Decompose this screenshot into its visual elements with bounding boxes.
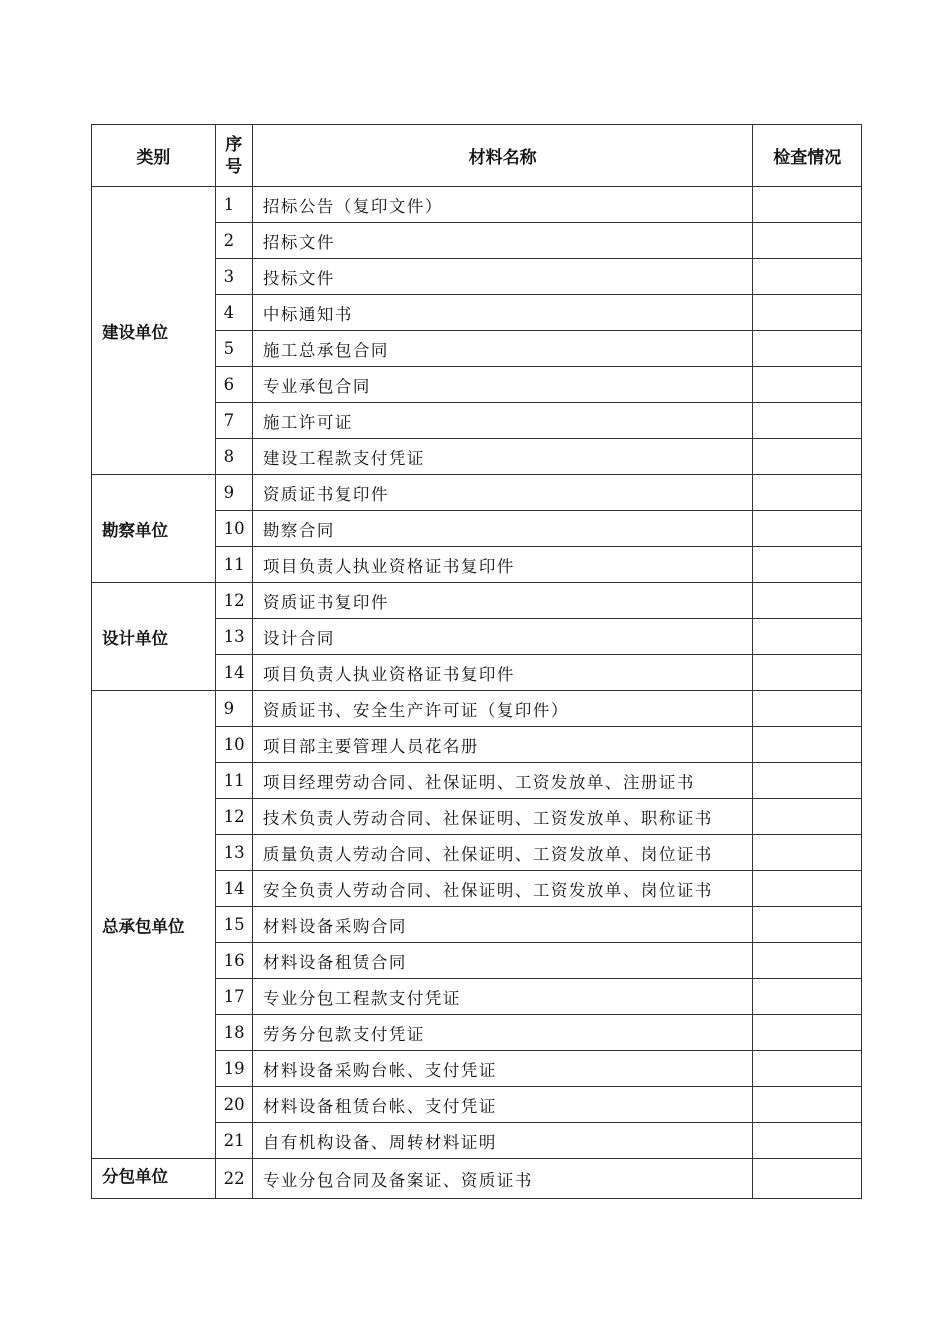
seq-number-cell: 9: [215, 691, 252, 727]
material-name-cell: 质量负责人劳动合同、社保证明、工资发放单、岗位证书: [252, 835, 753, 871]
check-status-cell[interactable]: [753, 907, 862, 943]
material-name-cell: 施工总承包合同: [252, 331, 753, 367]
table-body: [92, 187, 862, 1199]
material-name-cell: 项目经理劳动合同、社保证明、工资发放单、注册证书: [252, 763, 753, 799]
check-status-cell[interactable]: [753, 763, 862, 799]
seq-number-cell: 6: [215, 367, 252, 403]
check-status-cell[interactable]: [753, 799, 862, 835]
material-name-cell: 专业分包合同及备案证、资质证书: [252, 1159, 753, 1199]
material-name-cell: 材料设备租赁台帐、支付凭证: [252, 1087, 753, 1123]
material-name-cell: 材料设备采购台帐、支付凭证: [252, 1051, 753, 1087]
seq-number-cell: 4: [215, 295, 252, 331]
check-status-cell[interactable]: [753, 835, 862, 871]
category-cell: 分包单位: [92, 1159, 216, 1199]
seq-number-cell: 11: [215, 547, 252, 583]
material-name-cell: 安全负责人劳动合同、社保证明、工资发放单、岗位证书: [252, 871, 753, 907]
check-status-cell[interactable]: [753, 331, 862, 367]
check-status-cell[interactable]: [753, 583, 862, 619]
seq-number-cell: 17: [215, 979, 252, 1015]
check-status-cell[interactable]: [753, 403, 862, 439]
check-status-cell[interactable]: [753, 655, 862, 691]
check-status-cell[interactable]: [753, 295, 862, 331]
material-name-cell: 资质证书复印件: [252, 475, 753, 511]
seq-number-cell: 11: [215, 763, 252, 799]
seq-number-cell: 10: [215, 511, 252, 547]
material-name-cell: 自有机构设备、周转材料证明: [252, 1123, 753, 1159]
seq-number-cell: 12: [215, 799, 252, 835]
material-name-cell: 项目部主要管理人员花名册: [252, 727, 753, 763]
check-status-cell[interactable]: [753, 1123, 862, 1159]
material-name-cell: 资质证书、安全生产许可证（复印件）: [252, 691, 753, 727]
table-row: [92, 1159, 862, 1199]
seq-number-cell: 5: [215, 331, 252, 367]
materials-checklist-table: [91, 124, 862, 1199]
header-category: 类别: [92, 125, 216, 187]
check-status-cell[interactable]: [753, 439, 862, 475]
seq-number-cell: 12: [215, 583, 252, 619]
check-status-cell[interactable]: [753, 259, 862, 295]
seq-number-cell: 14: [215, 871, 252, 907]
material-name-cell: 项目负责人执业资格证书复印件: [252, 655, 753, 691]
category-cell: 总承包单位: [92, 691, 216, 1159]
header-seq-line1: 序: [225, 134, 243, 155]
seq-number-cell: 16: [215, 943, 252, 979]
category-cell: 勘察单位: [92, 475, 216, 583]
material-name-cell: 投标文件: [252, 259, 753, 295]
table-header-row: [92, 125, 862, 187]
material-name-cell: 专业承包合同: [252, 367, 753, 403]
header-seq-line2: 号: [225, 156, 243, 177]
check-status-cell[interactable]: [753, 1051, 862, 1087]
check-status-cell[interactable]: [753, 943, 862, 979]
check-status-cell[interactable]: [753, 619, 862, 655]
material-name-cell: 材料设备采购合同: [252, 907, 753, 943]
seq-number-cell: 3: [215, 259, 252, 295]
table-row: [92, 691, 862, 727]
seq-number-cell: 9: [215, 475, 252, 511]
seq-number-cell: 20: [215, 1087, 252, 1123]
seq-number-cell: 10: [215, 727, 252, 763]
check-status-cell[interactable]: [753, 223, 862, 259]
material-name-cell: 施工许可证: [252, 403, 753, 439]
check-status-cell[interactable]: [753, 367, 862, 403]
header-check: 检查情况: [753, 125, 862, 187]
material-name-cell: 材料设备租赁合同: [252, 943, 753, 979]
seq-number-cell: 8: [215, 439, 252, 475]
seq-number-cell: 21: [215, 1123, 252, 1159]
check-status-cell[interactable]: [753, 1015, 862, 1051]
material-name-cell: 招标公告（复印文件）: [252, 187, 753, 223]
table-row: [92, 475, 862, 511]
seq-number-cell: 18: [215, 1015, 252, 1051]
check-status-cell[interactable]: [753, 475, 862, 511]
seq-number-cell: 13: [215, 619, 252, 655]
category-cell: 设计单位: [92, 583, 216, 691]
category-cell: 建设单位: [92, 187, 216, 475]
seq-number-cell: 7: [215, 403, 252, 439]
seq-number-cell: 1: [215, 187, 252, 223]
material-name-cell: 专业分包工程款支付凭证: [252, 979, 753, 1015]
seq-number-cell: 19: [215, 1051, 252, 1087]
seq-number-cell: 2: [215, 223, 252, 259]
seq-number-cell: 22: [215, 1159, 252, 1199]
material-name-cell: 勘察合同: [252, 511, 753, 547]
table-row: [92, 583, 862, 619]
check-status-cell[interactable]: [753, 1159, 862, 1199]
check-status-cell[interactable]: [753, 871, 862, 907]
check-status-cell[interactable]: [753, 547, 862, 583]
check-status-cell[interactable]: [753, 691, 862, 727]
table-row: [92, 187, 862, 223]
material-name-cell: 中标通知书: [252, 295, 753, 331]
check-status-cell[interactable]: [753, 727, 862, 763]
check-status-cell[interactable]: [753, 511, 862, 547]
seq-number-cell: 14: [215, 655, 252, 691]
material-name-cell: 招标文件: [252, 223, 753, 259]
material-name-cell: 技术负责人劳动合同、社保证明、工资发放单、职称证书: [252, 799, 753, 835]
check-status-cell[interactable]: [753, 979, 862, 1015]
material-name-cell: 资质证书复印件: [252, 583, 753, 619]
check-status-cell[interactable]: [753, 1087, 862, 1123]
material-name-cell: 建设工程款支付凭证: [252, 439, 753, 475]
header-material: 材料名称: [252, 125, 753, 187]
seq-number-cell: 13: [215, 835, 252, 871]
material-name-cell: 劳务分包款支付凭证: [252, 1015, 753, 1051]
check-status-cell[interactable]: [753, 187, 862, 223]
material-name-cell: 设计合同: [252, 619, 753, 655]
header-seq: [215, 125, 252, 187]
seq-number-cell: 15: [215, 907, 252, 943]
material-name-cell: 项目负责人执业资格证书复印件: [252, 547, 753, 583]
